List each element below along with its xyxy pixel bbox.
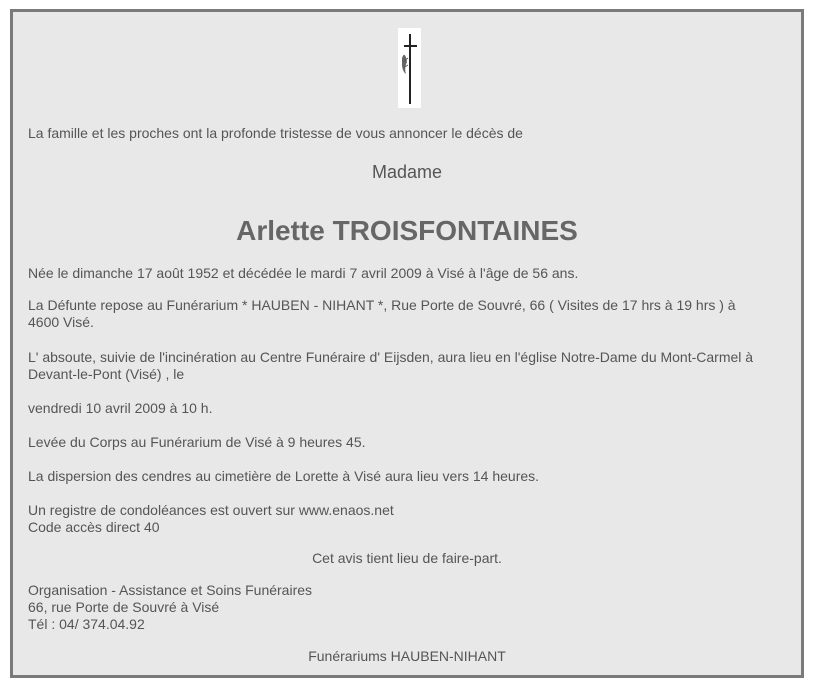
dispersion-text: La dispersion des cendres au cimetière de Lorette à Visé aura lieu vers 14 heures. — [28, 468, 540, 484]
deceased-name: Arlette TROISFONTAINES — [236, 215, 578, 246]
rest-text-line1: La Défunte repose au Funérarium * HAUBEN - NIHANT *, Rue Porte de Souvré, 66 ( Visites de 17 hrs à 19 hrs ) à — [28, 297, 736, 313]
honorific: Madame — [371, 162, 443, 182]
rest-text-line2: 4600 Visé. — [28, 314, 94, 330]
ceremony-text-line2: Devant-le-Pont (Visé) , le — [28, 366, 185, 382]
death-notice-card — [10, 9, 804, 678]
register-text: Un registre de condoléances est ouvert sur www.enaos.net — [28, 502, 394, 518]
birth-death-text: Née le dimanche 17 août 1952 et décédée le mardi 7 avril 2009 à Visé à l'âge de 56 ans. — [28, 265, 579, 281]
organisation-address: 66, rue Porte de Souvré à Visé — [28, 599, 220, 615]
ceremony-date: vendredi 10 avril 2009 à 10 h. — [28, 400, 213, 416]
intro-text: La famille et les proches ont la profonde tristesse de vous annoncer le décès de — [28, 125, 523, 141]
ceremony-text-line1: L' absoute, suivie de l'incinération au Centre Funéraire d' Eijsden, aura lieu en l'église Notre-Dame du Mont-Carmel à — [28, 349, 754, 365]
organisation-phone: Tél : 04/ 374.04.92 — [28, 616, 145, 632]
organisation-line1: Organisation - Assistance et Soins Funéraires — [28, 582, 313, 598]
cross-icon — [398, 28, 421, 108]
footer-funeral-home: Funérariums HAUBEN-NIHANT — [308, 648, 506, 664]
access-code-text: Code accès direct 40 — [28, 519, 160, 535]
faire-part-text: Cet avis tient lieu de faire-part. — [312, 550, 502, 566]
levee-text: Levée du Corps au Funérarium de Visé à 9 heures 45. — [28, 434, 366, 450]
